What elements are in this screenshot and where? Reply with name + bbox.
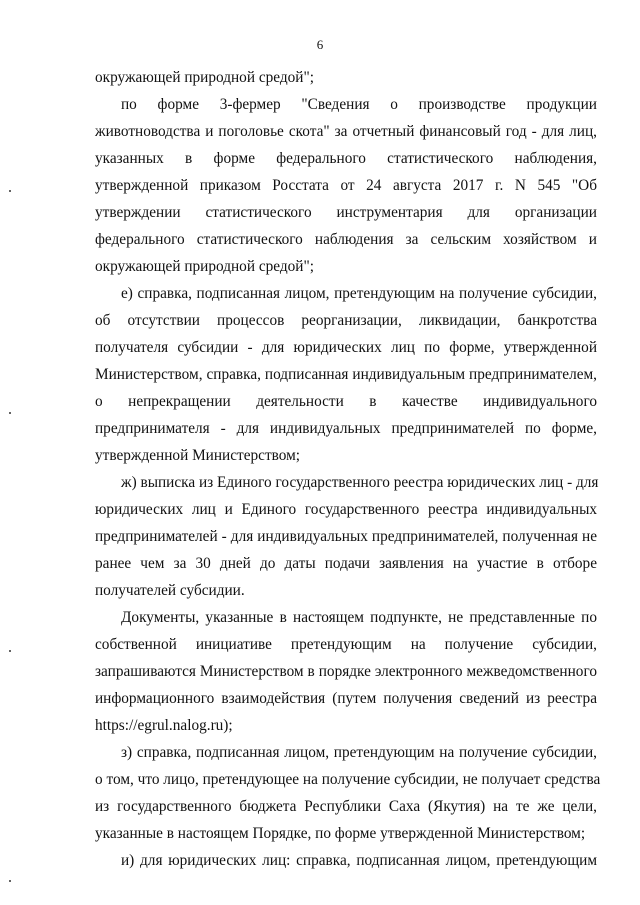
text-line: о том, что лицо, претендующее на получение субсидии, не получает средства bbox=[95, 771, 601, 788]
document-body bbox=[95, 64, 601, 874]
text-line: предпринимателей - для индивидуальных предпринимателей, полученная не bbox=[95, 528, 597, 545]
text-line: федерального статистического наблюдения за сельским хозяйством и bbox=[95, 231, 597, 248]
page-number: 6 bbox=[316, 37, 324, 52]
text-line: юридических лиц и Единого государственного реестра индивидуальных bbox=[95, 501, 597, 518]
text-line: получателей субсидии. bbox=[95, 582, 245, 599]
margin-mark bbox=[9, 190, 11, 192]
text-line: е) справка, подписанная лицом, претендующим на получение субсидии, bbox=[121, 285, 597, 302]
text-line: з) справка, подписанная лицом, претендующим на получение субсидии, bbox=[121, 744, 597, 761]
text-line: из государственного бюджета Республики Саха (Якутия) на те же цели, bbox=[95, 798, 597, 815]
text-line: ж) выписка из Единого государственного реестра юридических лиц - для bbox=[121, 474, 599, 491]
text-line: Документы, указанные в настоящем подпункте, не представленные по bbox=[121, 609, 597, 626]
text-line: и) для юридических лиц: справка, подписанная лицом, претендующим bbox=[121, 852, 597, 869]
text-line: животноводства и поголовье скота" за отчетный финансовый год - для лиц, bbox=[95, 123, 597, 140]
margin-mark bbox=[9, 650, 11, 652]
text-line: информационного взаимодействия (путем получения сведений из реестра bbox=[95, 690, 597, 707]
text-line: https://egrul.nalog.ru); bbox=[95, 717, 233, 734]
text-line: собственной инициативе претендующим на получение субсидии, bbox=[95, 636, 597, 653]
text-line: получателя субсидии - для юридических лиц по форме, утвержденной bbox=[95, 339, 597, 356]
text-line: об отсутствии процессов реорганизации, ликвидации, банкротства bbox=[95, 312, 597, 329]
text-line: Министерством, справка, подписанная индивидуальным предпринимателем, bbox=[95, 366, 597, 383]
text-line: указанные в настоящем Порядке, по форме утвержденной Министерством; bbox=[95, 825, 586, 842]
text-line: ранее чем за 30 дней до даты подачи заявления на участие в отборе bbox=[95, 555, 597, 572]
text-line: утвержденной приказом Росстата от 24 августа 2017 г. N 545 "Об bbox=[95, 177, 597, 194]
text-line: предпринимателя - для индивидуальных предпринимателей по форме, bbox=[95, 420, 597, 437]
margin-mark bbox=[9, 880, 11, 882]
text-line: о непрекращении деятельности в качестве индивидуального bbox=[95, 393, 597, 410]
text-line: указанных в форме федерального статистического наблюдения, bbox=[95, 150, 597, 167]
text-line: утвержденной Министерством; bbox=[95, 447, 301, 464]
margin-mark bbox=[9, 412, 11, 414]
text-line: окружающей природной средой"; bbox=[95, 69, 314, 86]
text-line: запрашиваются Министерством в порядке электронного межведомственного bbox=[95, 663, 597, 680]
text-line: утверждении статистического инструментария для организации bbox=[95, 204, 597, 221]
text-line: окружающей природной средой"; bbox=[95, 258, 314, 275]
text-line: по форме 3-фермер "Сведения о производстве продукции bbox=[121, 96, 597, 113]
